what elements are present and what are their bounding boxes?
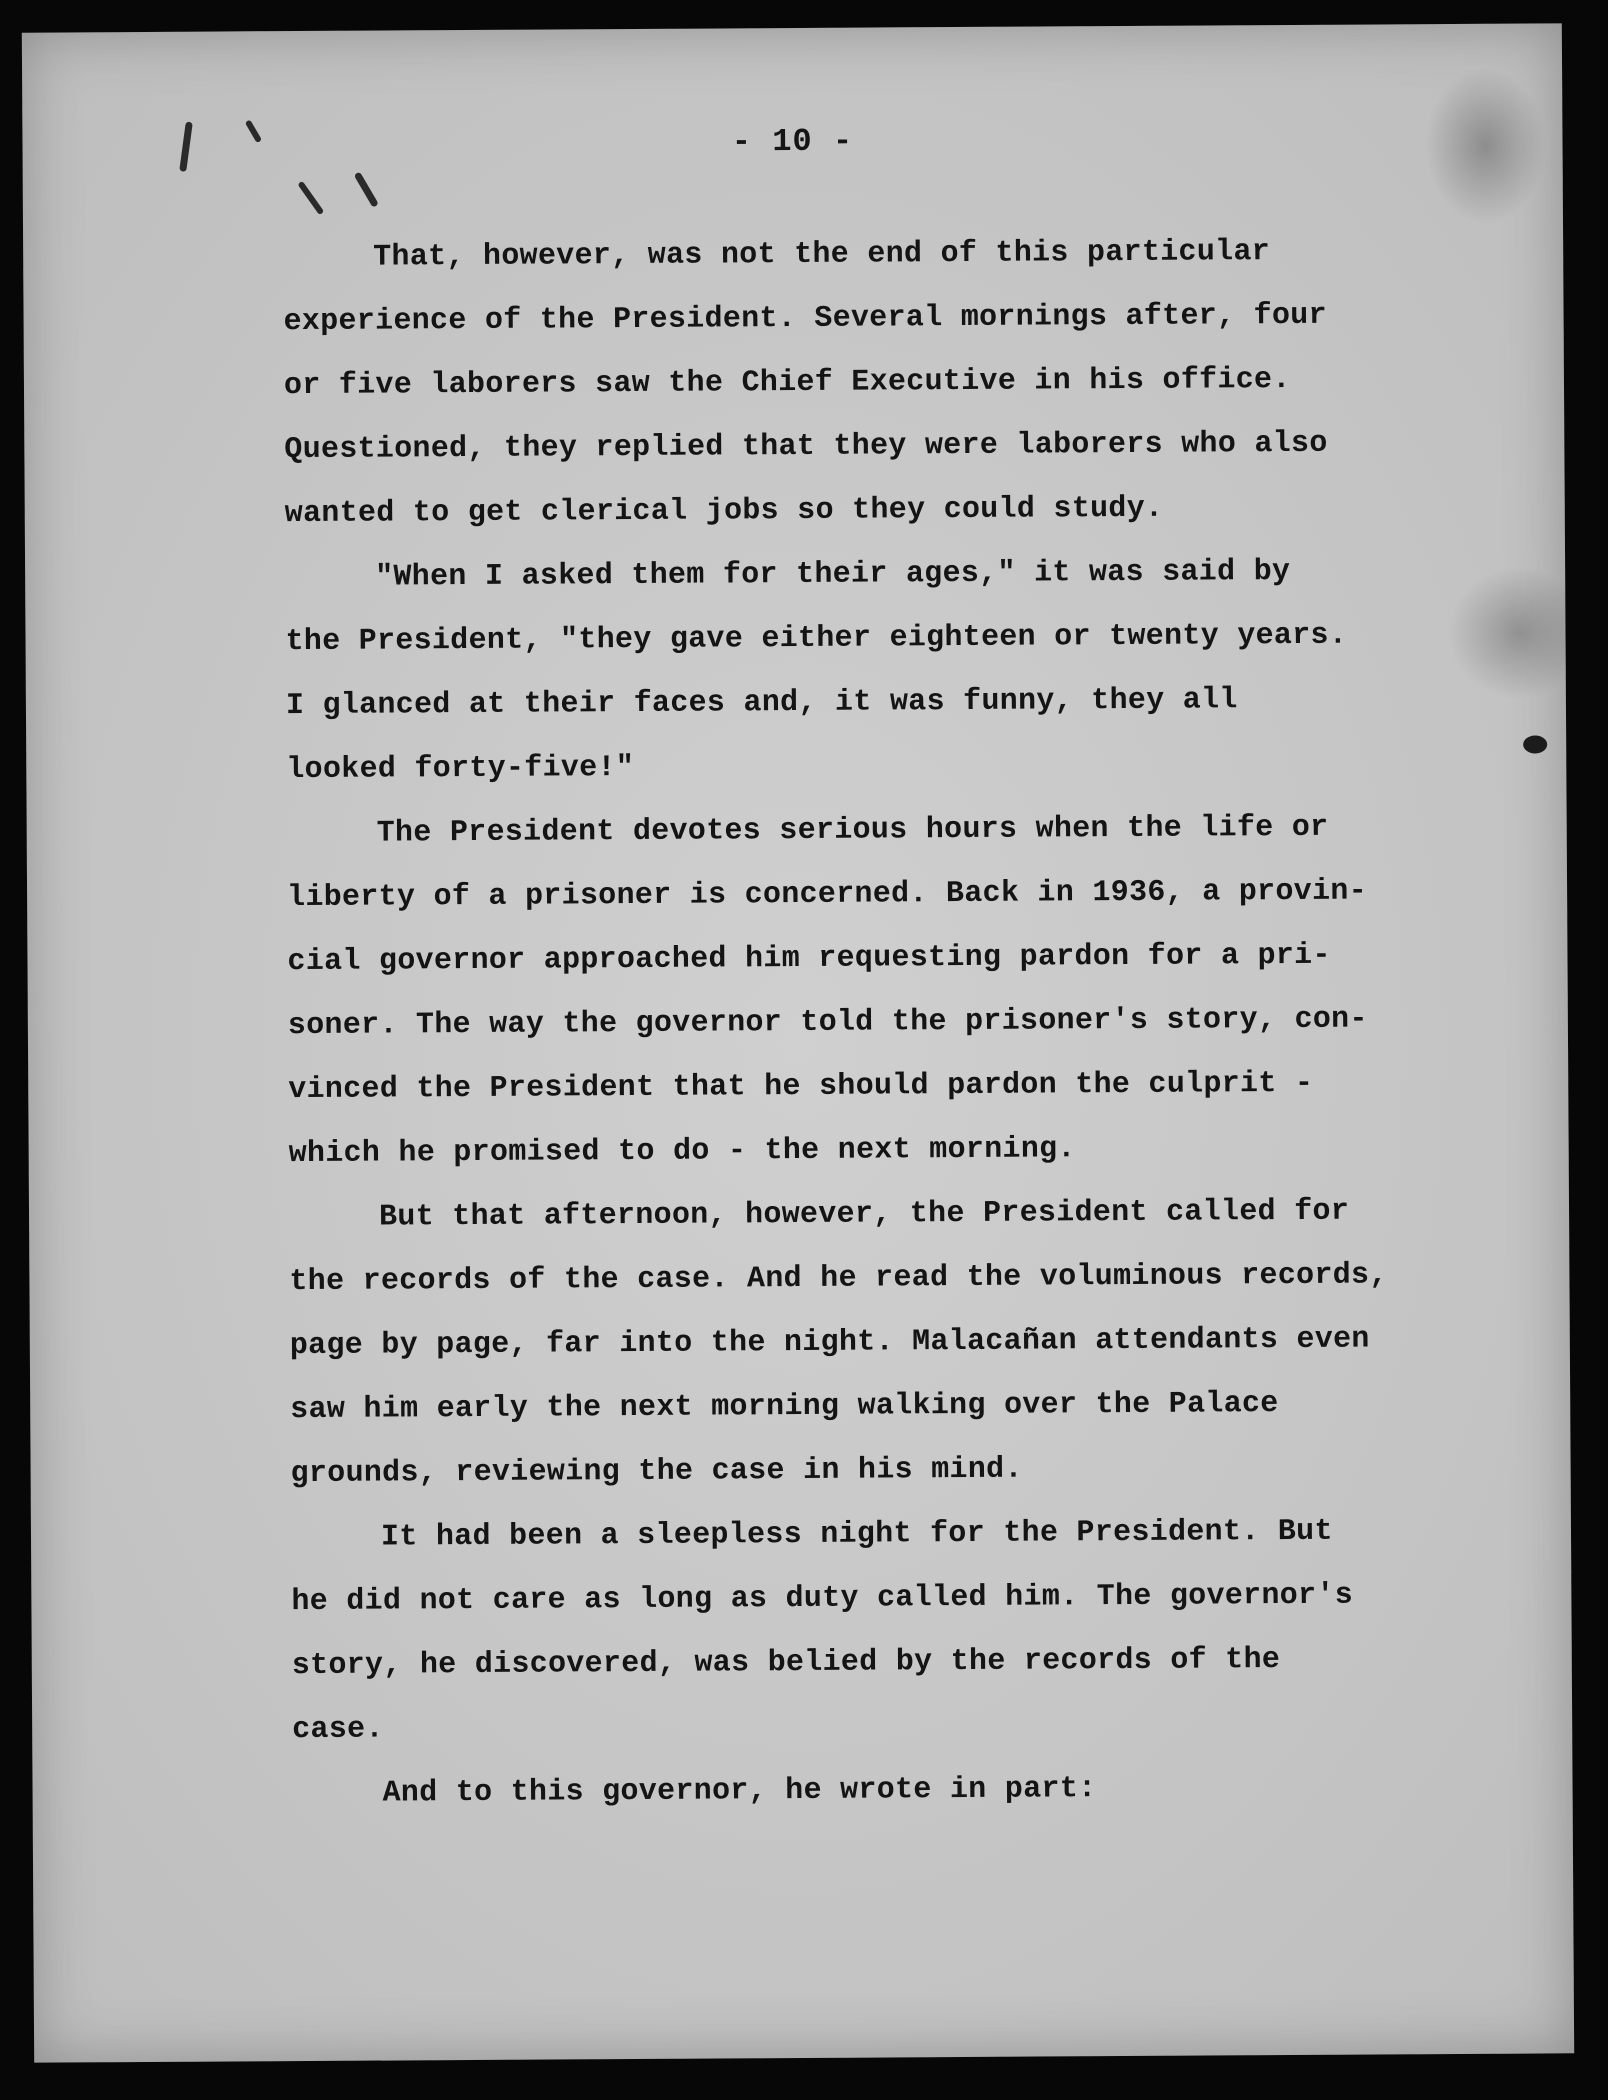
- text-line: he did not care as long as duty called him. The governor's: [291, 1578, 1354, 1620]
- text-line: looked forty-five!": [286, 750, 635, 788]
- text-line: soner. The way the governor told the prisoner's story, con-: [287, 1002, 1368, 1044]
- paragraph-4: [289, 1179, 1491, 1506]
- text-line: That, however, was not the end of this particular: [373, 235, 1271, 275]
- pencil-mark: [297, 181, 324, 215]
- text-line: the records of the case. And he read the voluminous records,: [289, 1258, 1388, 1300]
- text-line: vinced the President that he should pardon the culprit -: [288, 1066, 1314, 1108]
- text-line: grounds, reviewing the case in his mind.: [290, 1452, 1023, 1492]
- ink-blot: [1523, 735, 1547, 753]
- text-line: or five laborers saw the Chief Executive in his office.: [283, 362, 1291, 404]
- text-line: The President devotes serious hours when the life or: [376, 810, 1329, 851]
- text-line: wanted to get clerical jobs so they could study.: [284, 491, 1164, 532]
- pencil-mark: [354, 171, 379, 207]
- text-line: "When I asked them for their ages," it was said by: [375, 554, 1291, 595]
- typewritten-page: [22, 23, 1574, 2062]
- text-line: And to this governor, he wrote in part:: [382, 1772, 1097, 1811]
- text-line: saw him early the next morning walking over the Palace: [290, 1387, 1279, 1428]
- text-line: It had been a sleepless night for the President. But: [380, 1514, 1333, 1555]
- text-line: case.: [292, 1712, 384, 1748]
- text-line: experience of the President. Several mornings after, four: [283, 298, 1327, 340]
- text-line: which he promised to do - the next morning.: [288, 1132, 1076, 1172]
- page-number: - 10 -: [731, 122, 854, 161]
- text-line: liberty of a prisoner is concerned. Back in 1936, a provin-: [287, 874, 1368, 916]
- paragraph-6: [292, 1755, 1492, 1826]
- paragraph-2: [285, 539, 1487, 802]
- text-line: page by page, far into the night. Malacañan attendants even: [289, 1322, 1370, 1364]
- body-text: [283, 219, 1493, 1826]
- text-line: I glanced at their faces and, it was funny, they all: [285, 683, 1238, 724]
- text-line: cial governor approached him requesting pardon for a pri-: [287, 938, 1331, 980]
- text-line: story, he discovered, was belied by the records of the: [291, 1643, 1281, 1684]
- text-line: Questioned, they replied that they were laborers who also: [284, 426, 1328, 468]
- text-line: the President, "they gave either eighteen or twenty years.: [285, 618, 1348, 660]
- paragraph-5: [291, 1499, 1493, 1762]
- paragraph-1: [283, 219, 1485, 546]
- text-line: But that afternoon, however, the President called for: [378, 1194, 1350, 1235]
- paragraph-3: [287, 795, 1489, 1186]
